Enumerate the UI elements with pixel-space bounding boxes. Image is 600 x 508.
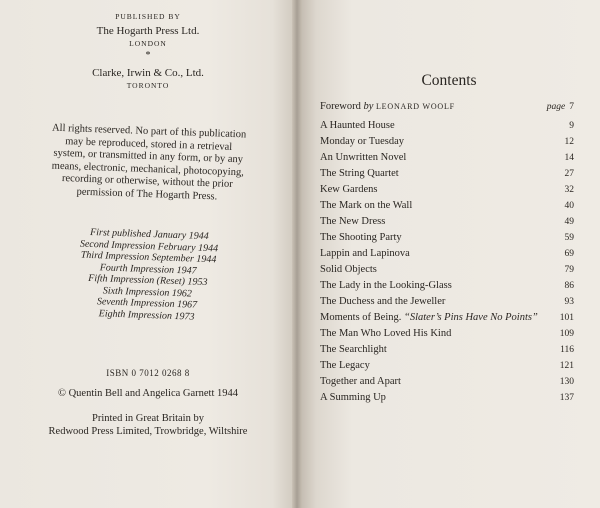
rights-line: permission of The Hogarth Press. [76, 186, 218, 202]
toc-page-number: 12 [564, 137, 574, 147]
toc-entry-title: The Searchlight [320, 344, 387, 355]
toc-entry-title: Kew Gardens [320, 184, 378, 195]
foreword-label: Foreword [320, 101, 361, 112]
toc-entry [320, 215, 574, 229]
toc-page-number: 86 [564, 281, 574, 291]
toc-page-number: 130 [559, 377, 574, 387]
toc-entry [320, 183, 574, 197]
printer-line: Printed in Great Britain by [92, 413, 204, 424]
toc-entry-title: A Haunted House [320, 120, 395, 131]
distributor-name: Clarke, Irwin & Co., Ltd. [92, 67, 204, 79]
impression-line: First published January 1944 [89, 226, 209, 243]
toc-entry [320, 247, 574, 261]
impression-line: Second Impression February 1944 [79, 238, 219, 254]
toc-entry-title [320, 311, 538, 325]
toc-entry [320, 295, 574, 309]
toc-page-number: 27 [564, 169, 574, 179]
toc-entry-title-main: Moments of Being. [320, 312, 404, 323]
printer-info [0, 413, 296, 438]
toc-entry-title: Monday or Tuesday [320, 136, 405, 147]
foreword-page: 7 [569, 102, 574, 112]
toc-page-number: 14 [564, 153, 574, 163]
separator-asterisk: * [145, 50, 151, 61]
foreword-by: by [363, 101, 374, 112]
toc-page-number: 9 [569, 121, 574, 131]
rights-line: system, or transmitted in any form, or by any [53, 147, 244, 166]
toc-page-number: 109 [559, 329, 574, 339]
isbn: ISBN 0 7012 0268 8 [106, 368, 190, 378]
toc-page-number: 49 [564, 217, 574, 227]
impression-line: Fourth Impression 1947 [99, 261, 197, 277]
toc-foreword-title [320, 100, 455, 114]
toc-entry-title: Lappin and Lapinova [320, 248, 410, 259]
toc-page-number: 116 [560, 345, 574, 355]
toc-entry-title: The Man Who Loved His Kind [320, 328, 452, 339]
foreword-author: LEONARD WOOLF [376, 102, 455, 111]
toc-entry-title: An Unwritten Novel [320, 152, 407, 163]
toc-page-number: 40 [564, 201, 574, 211]
publisher-name: The Hogarth Press Ltd. [96, 25, 200, 37]
toc-entry [320, 391, 574, 405]
distributor-city: TORONTO [126, 81, 170, 90]
rights-line: recording or otherwise, without the prior [61, 173, 233, 190]
copyright-notice: © Quentin Bell and Angelica Garnett 1944 [57, 388, 239, 399]
toc-page-number: 101 [559, 313, 574, 323]
page-word: page [546, 102, 566, 112]
toc-entry-foreword [320, 100, 574, 114]
rights-line: All rights reserved. No part of this publication [51, 122, 247, 141]
toc-entry-title: The Legacy [320, 360, 370, 371]
toc-page-number: 59 [564, 233, 574, 243]
toc-entry [320, 279, 574, 293]
toc-entry-title: Together and Apart [320, 376, 401, 387]
toc-page-number: 121 [559, 361, 574, 371]
toc-entry [320, 375, 574, 389]
contents-title: Contents [421, 72, 477, 89]
toc-entry-title: The String Quartet [320, 168, 399, 179]
toc-entry [320, 199, 574, 213]
toc-entry-title: The Duchess and the Jeweller [320, 296, 446, 307]
toc-entry-title: The New Dress [320, 216, 386, 227]
toc-entry-title: Solid Objects [320, 264, 377, 275]
toc-entry-subtitle: “Slater’s Pins Have No Points” [404, 312, 538, 323]
toc-entry [320, 167, 574, 181]
rights-line: means, electronic, mechanical, photocopying, [51, 160, 245, 178]
toc-page-number: 69 [564, 249, 574, 259]
toc-entry [320, 231, 574, 245]
rights-statement [0, 121, 297, 206]
toc-entry [320, 359, 574, 373]
toc-page-number: 137 [559, 393, 574, 403]
toc-entry-title: The Mark on the Wall [320, 200, 413, 211]
rights-line: may be reproduced, stored in a retrieval [65, 135, 233, 153]
toc-entry [320, 135, 574, 149]
impressions-list [0, 224, 298, 326]
published-by-label: PUBLISHED BY [115, 12, 181, 21]
impression-line: Eighth Impression 1973 [98, 307, 195, 323]
toc-entry-title: A Summing Up [320, 392, 386, 403]
printer-line: Redwood Press Limited, Trowbridge, Wiltshire [48, 425, 248, 437]
toc-entry [320, 327, 574, 341]
impression-line: Sixth Impression 1962 [102, 284, 193, 300]
toc-page-number: 32 [564, 185, 574, 195]
toc-entry-title: The Shooting Party [320, 232, 402, 243]
toc-page-number [547, 100, 574, 114]
toc-entry [320, 343, 574, 357]
impression-line: Fifth Impression (Reset) 1953 [87, 272, 208, 289]
toc-entry [320, 263, 574, 277]
publisher-city: LONDON [129, 39, 167, 48]
impression-line: Third Impression September 1944 [80, 249, 217, 266]
toc-entry [320, 119, 574, 133]
toc-page-number: 93 [564, 297, 574, 307]
toc-entry [320, 151, 574, 165]
toc-page-number: 79 [564, 265, 574, 275]
impression-line: Seventh Impression 1967 [96, 296, 198, 311]
toc-entry-title: The Lady in the Looking-Glass [320, 280, 452, 291]
toc-entry [320, 311, 574, 325]
